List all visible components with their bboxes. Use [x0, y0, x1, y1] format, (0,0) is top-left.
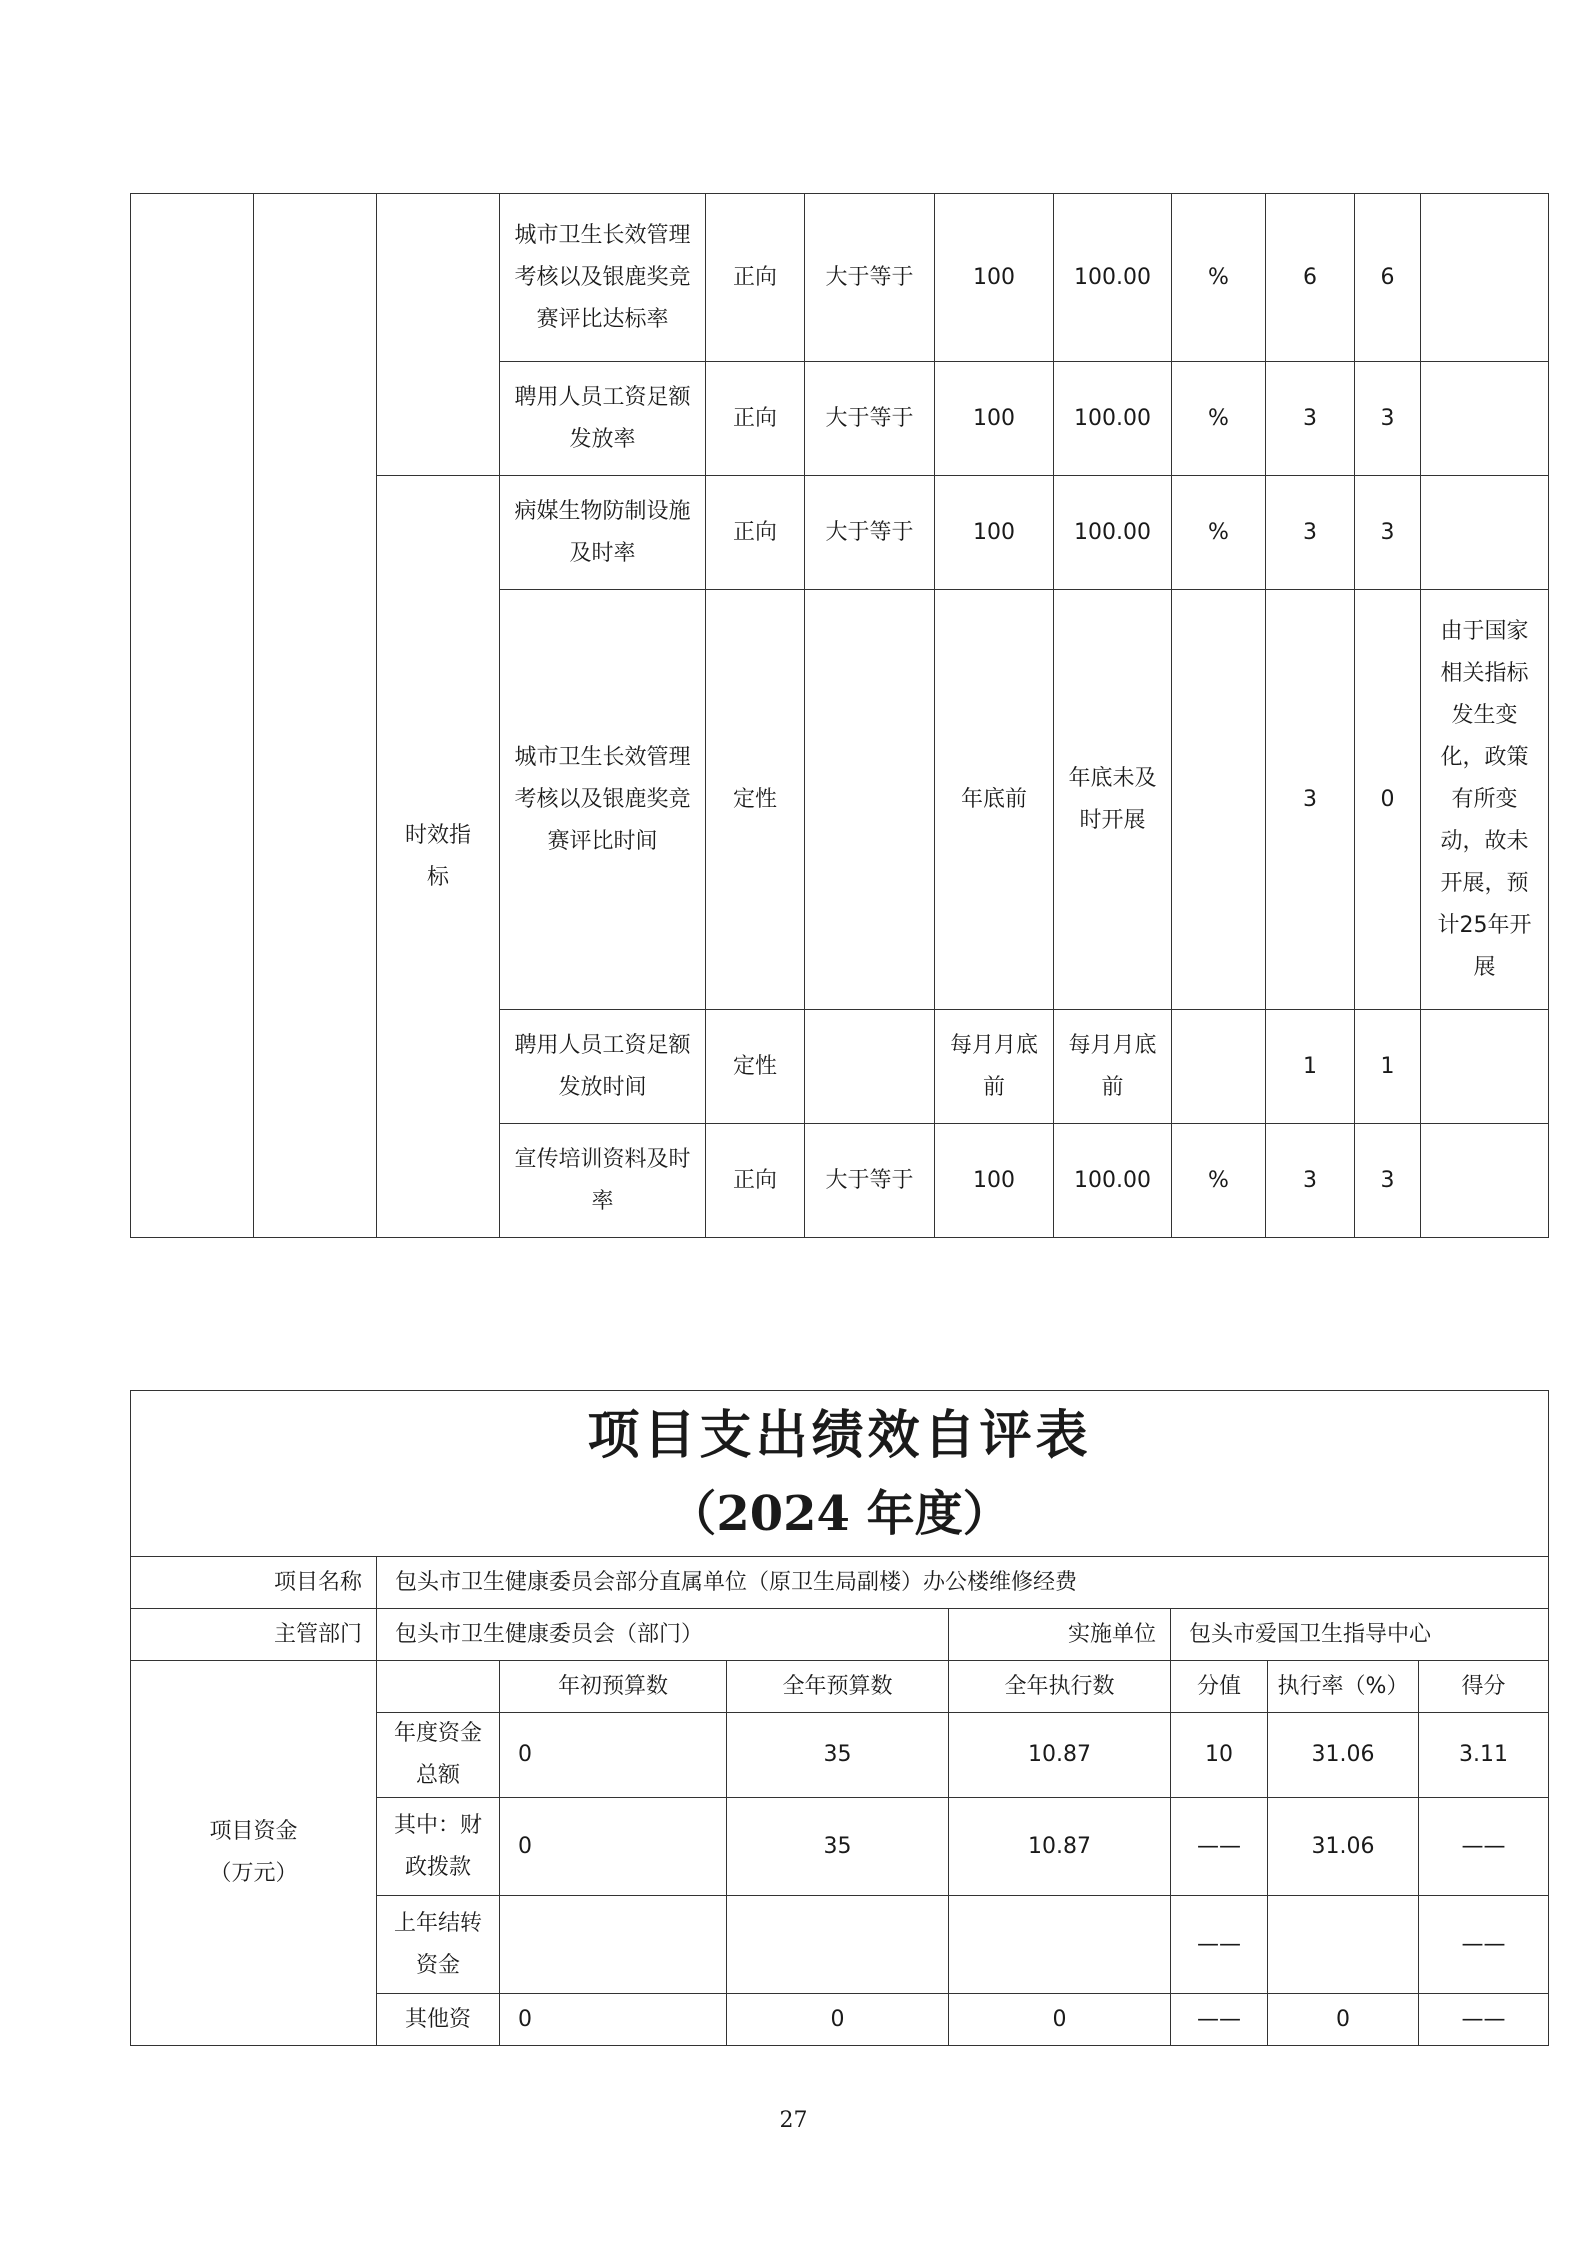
indicator-note	[1421, 194, 1549, 362]
indicator-note	[1421, 476, 1549, 590]
indicator-weight: 3	[1266, 476, 1355, 590]
fund-executed: 10.87	[949, 1713, 1171, 1798]
indicator-target: 100	[935, 362, 1054, 476]
fund-executed	[949, 1896, 1171, 1994]
fund-rate	[1268, 1896, 1419, 1994]
indicator-nature: 定性	[706, 590, 805, 1010]
merged-category-cell	[131, 194, 254, 1238]
fund-score: ——	[1419, 1896, 1549, 1994]
fund-row-label: 年度资金总额	[377, 1713, 500, 1798]
indicator-unit	[1172, 590, 1266, 1010]
fund-row-label: 其中：财政拨款	[377, 1798, 500, 1896]
table-year: （2024 年度）	[668, 1485, 1011, 1542]
indicator-weight: 3	[1266, 590, 1355, 1010]
fund-initial: 0	[500, 1994, 727, 2046]
fund-rate: 31.06	[1268, 1798, 1419, 1896]
impl-unit-label: 实施单位	[949, 1609, 1171, 1661]
fund-annual: 0	[727, 1994, 949, 2046]
indicator-name: 城市卫生长效管理考核以及银鹿奖竞赛评比达标率	[500, 194, 706, 362]
indicator-note: 由于国家相关指标发生变化，政策有所变动，故未开展，预计25年开展	[1421, 590, 1549, 1010]
col-header: 全年执行数	[949, 1661, 1171, 1713]
fund-annual: 35	[727, 1713, 949, 1798]
indicator-score: 3	[1355, 476, 1421, 590]
indicator-unit: %	[1172, 476, 1266, 590]
indicator-score: 1	[1355, 1010, 1421, 1124]
header-blank	[377, 1661, 500, 1713]
indicator-unit: %	[1172, 194, 1266, 362]
indicator-weight: 6	[1266, 194, 1355, 362]
fund-weight: ——	[1171, 1994, 1268, 2046]
timeliness-label	[377, 476, 500, 1238]
funds-label: 项目资金（万元）	[131, 1661, 377, 2046]
indicator-actual: 100.00	[1054, 476, 1172, 590]
fund-weight: ——	[1171, 1798, 1268, 1896]
col-header: 年初预算数	[500, 1661, 727, 1713]
indicator-score: 0	[1355, 590, 1421, 1010]
table-title-cell	[131, 1391, 1549, 1557]
fund-initial	[500, 1896, 727, 1994]
indicator-unit: %	[1172, 362, 1266, 476]
indicator-nature: 正向	[706, 362, 805, 476]
performance-eval-table	[130, 1390, 1549, 2046]
indicator-weight: 3	[1266, 362, 1355, 476]
indicator-weight: 1	[1266, 1010, 1355, 1124]
indicator-operator: 大于等于	[805, 476, 935, 590]
indicator-name: 城市卫生长效管理考核以及银鹿奖竞赛评比时间	[500, 590, 706, 1010]
fund-row-label: 上年结转资金	[377, 1896, 500, 1994]
indicator-unit	[1172, 1010, 1266, 1124]
col-header: 得分	[1419, 1661, 1549, 1713]
indicator-score: 3	[1355, 1124, 1421, 1238]
fund-score: 3.11	[1419, 1713, 1549, 1798]
table-title: 项目支出绩效自评表	[587, 1404, 1092, 1466]
indicator-target: 每月月底前	[935, 1010, 1054, 1124]
indicator-note	[1421, 362, 1549, 476]
indicator-nature: 正向	[706, 1124, 805, 1238]
fund-executed: 0	[949, 1994, 1171, 2046]
indicator-nature: 正向	[706, 194, 805, 362]
indicator-operator: 大于等于	[805, 194, 935, 362]
fund-row-label: 其他资	[377, 1994, 500, 2046]
timeliness-label-text: 时效指标	[404, 822, 471, 890]
indicator-target: 100	[935, 476, 1054, 590]
fund-rate: 31.06	[1268, 1713, 1419, 1798]
indicator-unit: %	[1172, 1124, 1266, 1238]
table-row	[131, 1609, 1549, 1661]
indicator-target: 年底前	[935, 590, 1054, 1010]
indicator-name: 聘用人员工资足额发放时间	[500, 1010, 706, 1124]
dept-value: 包头市卫生健康委员会（部门）	[377, 1609, 949, 1661]
col-header: 分值	[1171, 1661, 1268, 1713]
indicator-score: 3	[1355, 362, 1421, 476]
indicator-group-cell	[377, 194, 500, 476]
indicator-operator: 大于等于	[805, 362, 935, 476]
indicator-actual: 每月月底前	[1054, 1010, 1172, 1124]
title-row	[131, 1391, 1549, 1557]
fund-executed: 10.87	[949, 1798, 1171, 1896]
project-name-value: 包头市卫生健康委员会部分直属单位（原卫生局副楼）办公楼维修经费	[377, 1557, 1549, 1609]
indicator-operator	[805, 1010, 935, 1124]
indicator-name: 病媒生物防制设施及时率	[500, 476, 706, 590]
fund-weight: ——	[1171, 1896, 1268, 1994]
header-row	[131, 1661, 1549, 1713]
page-number: 27	[779, 2108, 808, 2133]
indicator-weight: 3	[1266, 1124, 1355, 1238]
indicator-operator	[805, 590, 935, 1010]
impl-unit-value: 包头市爱国卫生指导中心	[1171, 1609, 1549, 1661]
fund-initial: 0	[500, 1798, 727, 1896]
indicator-nature: 正向	[706, 476, 805, 590]
fund-annual	[727, 1896, 949, 1994]
fund-annual: 35	[727, 1798, 949, 1896]
indicator-name: 宣传培训资料及时率	[500, 1124, 706, 1238]
fund-initial: 0	[500, 1713, 727, 1798]
indicator-nature: 定性	[706, 1010, 805, 1124]
indicator-score: 6	[1355, 194, 1421, 362]
indicator-actual: 100.00	[1054, 362, 1172, 476]
merged-subcategory-cell	[254, 194, 377, 1238]
indicator-target: 100	[935, 1124, 1054, 1238]
table-row	[131, 194, 1549, 362]
table-row	[131, 1557, 1549, 1609]
fund-weight: 10	[1171, 1713, 1268, 1798]
fund-rate: 0	[1268, 1994, 1419, 2046]
fund-score: ——	[1419, 1994, 1549, 2046]
dept-label: 主管部门	[131, 1609, 377, 1661]
indicator-actual: 年底未及时开展	[1054, 590, 1172, 1010]
indicator-actual: 100.00	[1054, 194, 1172, 362]
project-name-label: 项目名称	[131, 1557, 377, 1609]
col-header: 全年预算数	[727, 1661, 949, 1713]
indicator-name: 聘用人员工资足额发放率	[500, 362, 706, 476]
indicator-note	[1421, 1010, 1549, 1124]
indicators-table	[130, 193, 1549, 1238]
col-header: 执行率（%）	[1268, 1661, 1419, 1713]
indicator-actual: 100.00	[1054, 1124, 1172, 1238]
indicator-note	[1421, 1124, 1549, 1238]
fund-score: ——	[1419, 1798, 1549, 1896]
indicator-target: 100	[935, 194, 1054, 362]
indicator-operator: 大于等于	[805, 1124, 935, 1238]
